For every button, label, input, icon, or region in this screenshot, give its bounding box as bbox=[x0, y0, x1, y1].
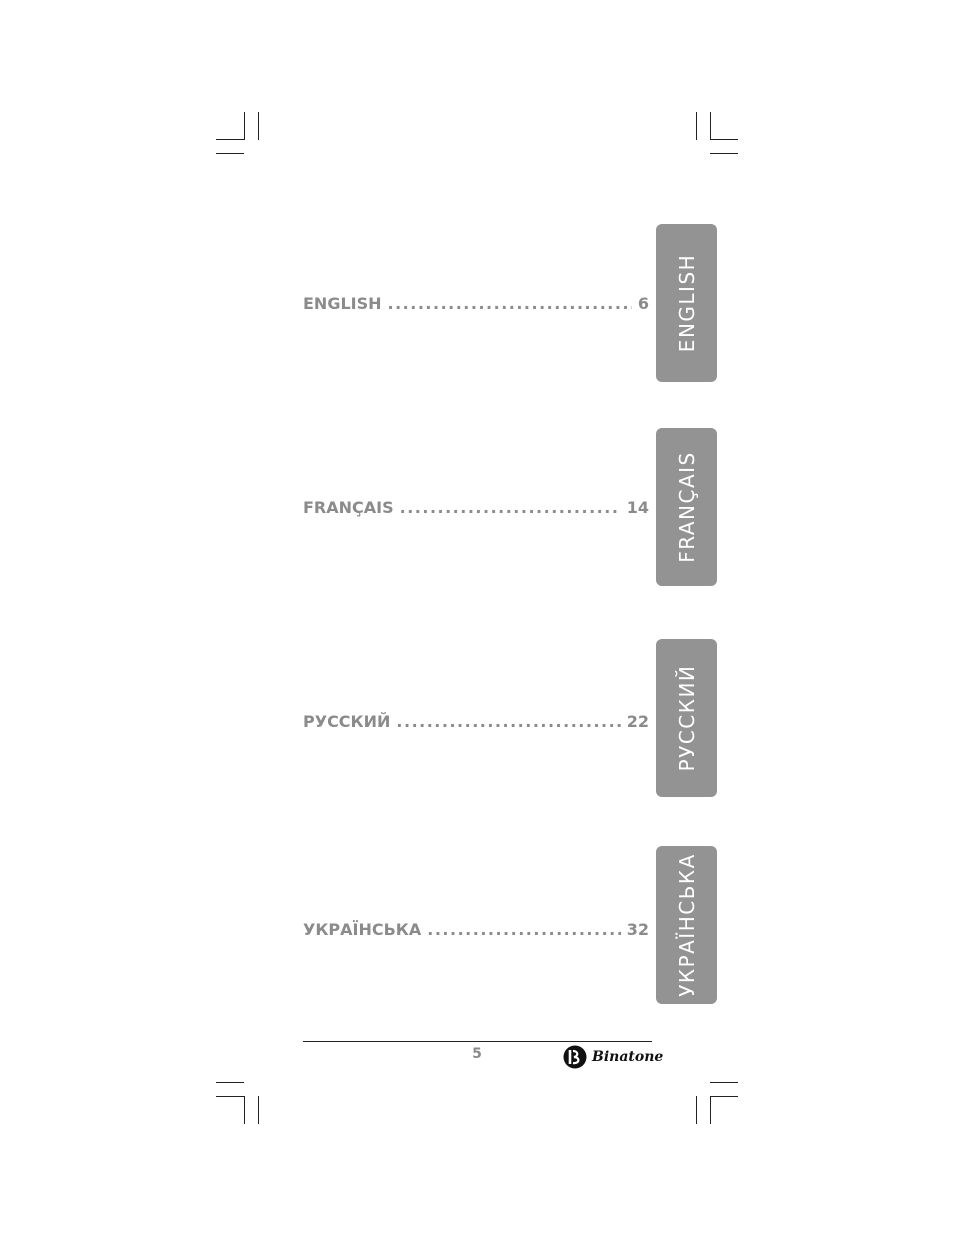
toc-entry-russian[interactable] bbox=[303, 712, 649, 732]
crop-mark bbox=[244, 1096, 245, 1124]
crop-mark bbox=[710, 1096, 711, 1124]
crop-mark bbox=[216, 1096, 244, 1097]
crop-mark bbox=[244, 112, 245, 140]
language-tab-english[interactable] bbox=[656, 224, 717, 382]
toc-label: РУССКИЙ bbox=[303, 712, 391, 731]
crop-mark bbox=[710, 1082, 738, 1083]
toc-page-number: 6 bbox=[637, 294, 649, 313]
toc-label: ENGLISH bbox=[303, 294, 382, 313]
toc-entry-ukrainian[interactable] bbox=[303, 920, 649, 940]
crop-mark bbox=[710, 112, 711, 140]
tab-label: РУССКИЙ bbox=[674, 664, 699, 772]
toc-leader-dots bbox=[427, 920, 620, 940]
toc-entry-english[interactable] bbox=[303, 294, 649, 314]
crop-mark bbox=[258, 1096, 259, 1124]
crop-mark bbox=[710, 1096, 738, 1097]
crop-mark bbox=[258, 112, 259, 140]
toc-page-number: 14 bbox=[626, 498, 649, 517]
toc-leader-dots bbox=[396, 712, 620, 732]
crop-mark bbox=[696, 112, 697, 140]
brand-name: Binatone bbox=[592, 1049, 664, 1065]
brand-logo bbox=[562, 1044, 663, 1070]
binatone-logo-icon bbox=[562, 1044, 590, 1070]
language-tab-francais[interactable] bbox=[656, 428, 717, 586]
crop-mark bbox=[696, 1096, 697, 1124]
toc-label: УКРАЇНСЬКА bbox=[303, 920, 422, 939]
toc-entry-francais[interactable] bbox=[303, 498, 649, 518]
crop-mark bbox=[216, 1082, 244, 1083]
toc-label: FRANÇAIS bbox=[303, 498, 394, 517]
tab-label: FRANÇAIS bbox=[674, 451, 699, 563]
language-tab-russian[interactable] bbox=[656, 639, 717, 797]
tab-label: УКРАЇНСЬКА bbox=[674, 853, 699, 997]
language-tab-ukrainian[interactable] bbox=[656, 846, 717, 1004]
footer-divider bbox=[303, 1041, 652, 1042]
tab-label: ENGLISH bbox=[674, 253, 699, 353]
crop-mark bbox=[710, 139, 738, 140]
toc-page-number: 22 bbox=[626, 712, 649, 731]
crop-mark bbox=[710, 153, 738, 154]
toc-leader-dots bbox=[400, 498, 621, 518]
toc-page-number: 32 bbox=[626, 920, 649, 939]
crop-mark bbox=[216, 139, 244, 140]
page-number: 5 bbox=[472, 1046, 482, 1062]
toc-leader-dots bbox=[388, 294, 632, 314]
crop-mark bbox=[216, 153, 244, 154]
